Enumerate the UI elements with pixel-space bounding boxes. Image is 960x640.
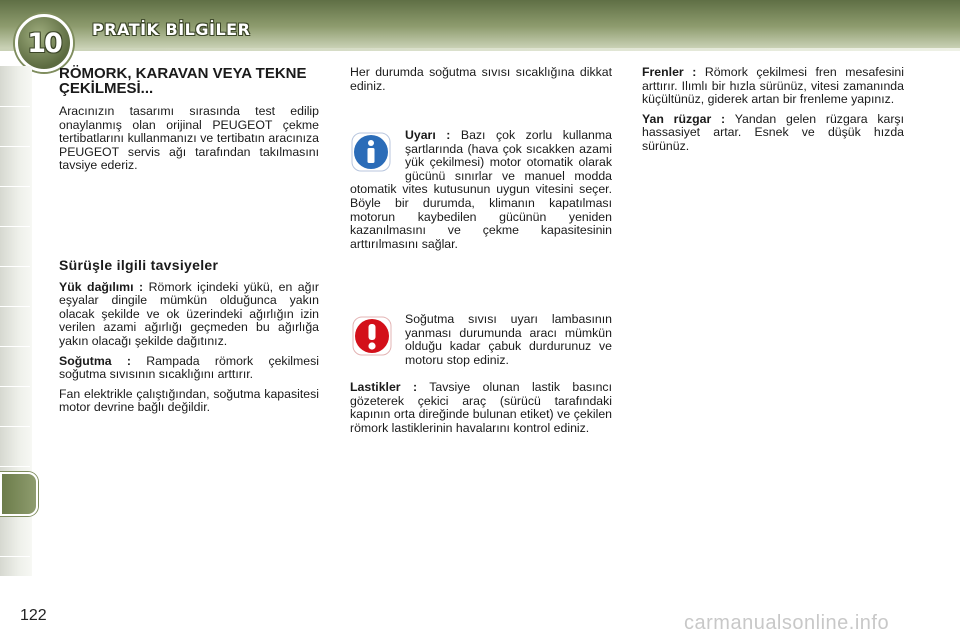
tyres-text: Tavsiye olunan lastik basıncı gözeterek çekici araç (sürücü tarafındaki kapının orta direğinde bulunan etiket) ve çekilen römork lastiklerinin havalarını kontrol ediniz. [350,380,613,435]
crosswind-paragraph [642,113,904,154]
chapter-tab-strip [0,66,32,576]
coolant-warning-note: Soğutma sıvısı uyarı lambasının yanması durumunda aracı mümkün olduğu kadar çabuk durdurunuz ve motoru stop ediniz. [405,312,612,367]
chapter-tab[interactable] [0,426,30,467]
chapter-number: 10 [27,27,61,59]
tyres-term: Lastikler : [350,380,418,394]
watermark: carmanualsonline.info [684,612,890,634]
info-note-term: Uyarı : [405,128,451,142]
cooling-term: Soğutma : [59,353,131,368]
page-title: PRATİK BİLGİLER [92,20,251,39]
brakes-paragraph [642,66,904,107]
chapter-tab[interactable] [0,386,30,427]
chapter-tab[interactable] [0,226,30,267]
chapter-tab[interactable] [0,146,30,187]
intro-paragraph: Aracınızın tasarımı sırasında test edilip onaylanmış olan orijinal PEUGEOT çekme tertibatlarını kullanmanızı ve tertibatın aracınıza PEUGEOT servis ağı tarafından takılmasını tavsiye ederiz. [59,104,319,173]
load-distribution-text: Römork içindeki yükü, en ağır eşyalar dingile mümkün olduğunca yakın olacak şekilde ve ok üzerindeki ağırlığın izin verilen azami ağırlığı geçmeden bu ağırlığa yakın olacağı şekilde dağıtınız. [59,279,319,348]
chapter-tab[interactable] [0,186,30,227]
load-distribution-paragraph [59,281,319,349]
crosswind-text: Yandan gelen rüzgara karşı hassasiyet artar. Esnek ve düşük hızda sürünüz. [642,111,904,153]
cooling-text: Rampada römork çekilmesi soğutma sıvısının sıcaklığını arttırır. [59,353,320,382]
crosswind-term: Yan rüzgar : [642,111,726,126]
chapter-tab[interactable] [0,346,30,387]
cooling-paragraph [59,355,319,382]
info-note-text: Bazı çok zorlu kullanma şartlarında (hava çok sıcakken azami yük çekilmesi) motor otomatik olarak gücünü sınırlar ve manuel modda otomatik vites kutusunun uygun vitesini seçer. Böyle bir durumda, klimanın kapatılması motorun kaybedilen gücünün yeniden kazanılmasını ve çekme kapasitesinin arttırılmasını sağlar. [350,128,612,251]
driving-advice-subtitle: Sürüşle ilgili tavsiyeler [59,256,219,273]
chapter-tab[interactable] [0,106,30,147]
brakes-text: Römork çekilmesi fren mesafesini arttırır. Ilımlı bir hızla sürünüz, vitesi zamanında küçültünüz, giderek artan bir frenleme yapınız. [642,65,904,107]
chapter-tab-active[interactable] [0,472,38,516]
column-right [642,66,904,160]
chapter-tab[interactable] [0,306,30,347]
brakes-term: Frenler : [642,65,697,79]
chapter-tab[interactable] [0,516,30,557]
chapter-tab[interactable] [0,66,30,107]
page-number: 122 [20,607,47,624]
info-note [350,129,612,251]
tyres-paragraph [350,381,612,435]
chapter-tab[interactable] [0,266,30,307]
coolant-temperature-note: Her durumda soğutma sıvısı sıcaklığına dikkat ediniz. [350,65,612,93]
chapter-badge [15,14,73,72]
load-distribution-term: Yük dağılımı : [59,279,144,294]
column-left [59,66,319,421]
column-middle [350,66,612,99]
section-title: RÖMORK, KARAVAN VEYA TEKNE ÇEKİLMESİ... [59,65,307,97]
header-divider [0,48,960,51]
fan-paragraph: Fan elektrikle çalıştığından, soğutma kapasitesi motor devrine bağlı değildir. [59,386,319,415]
